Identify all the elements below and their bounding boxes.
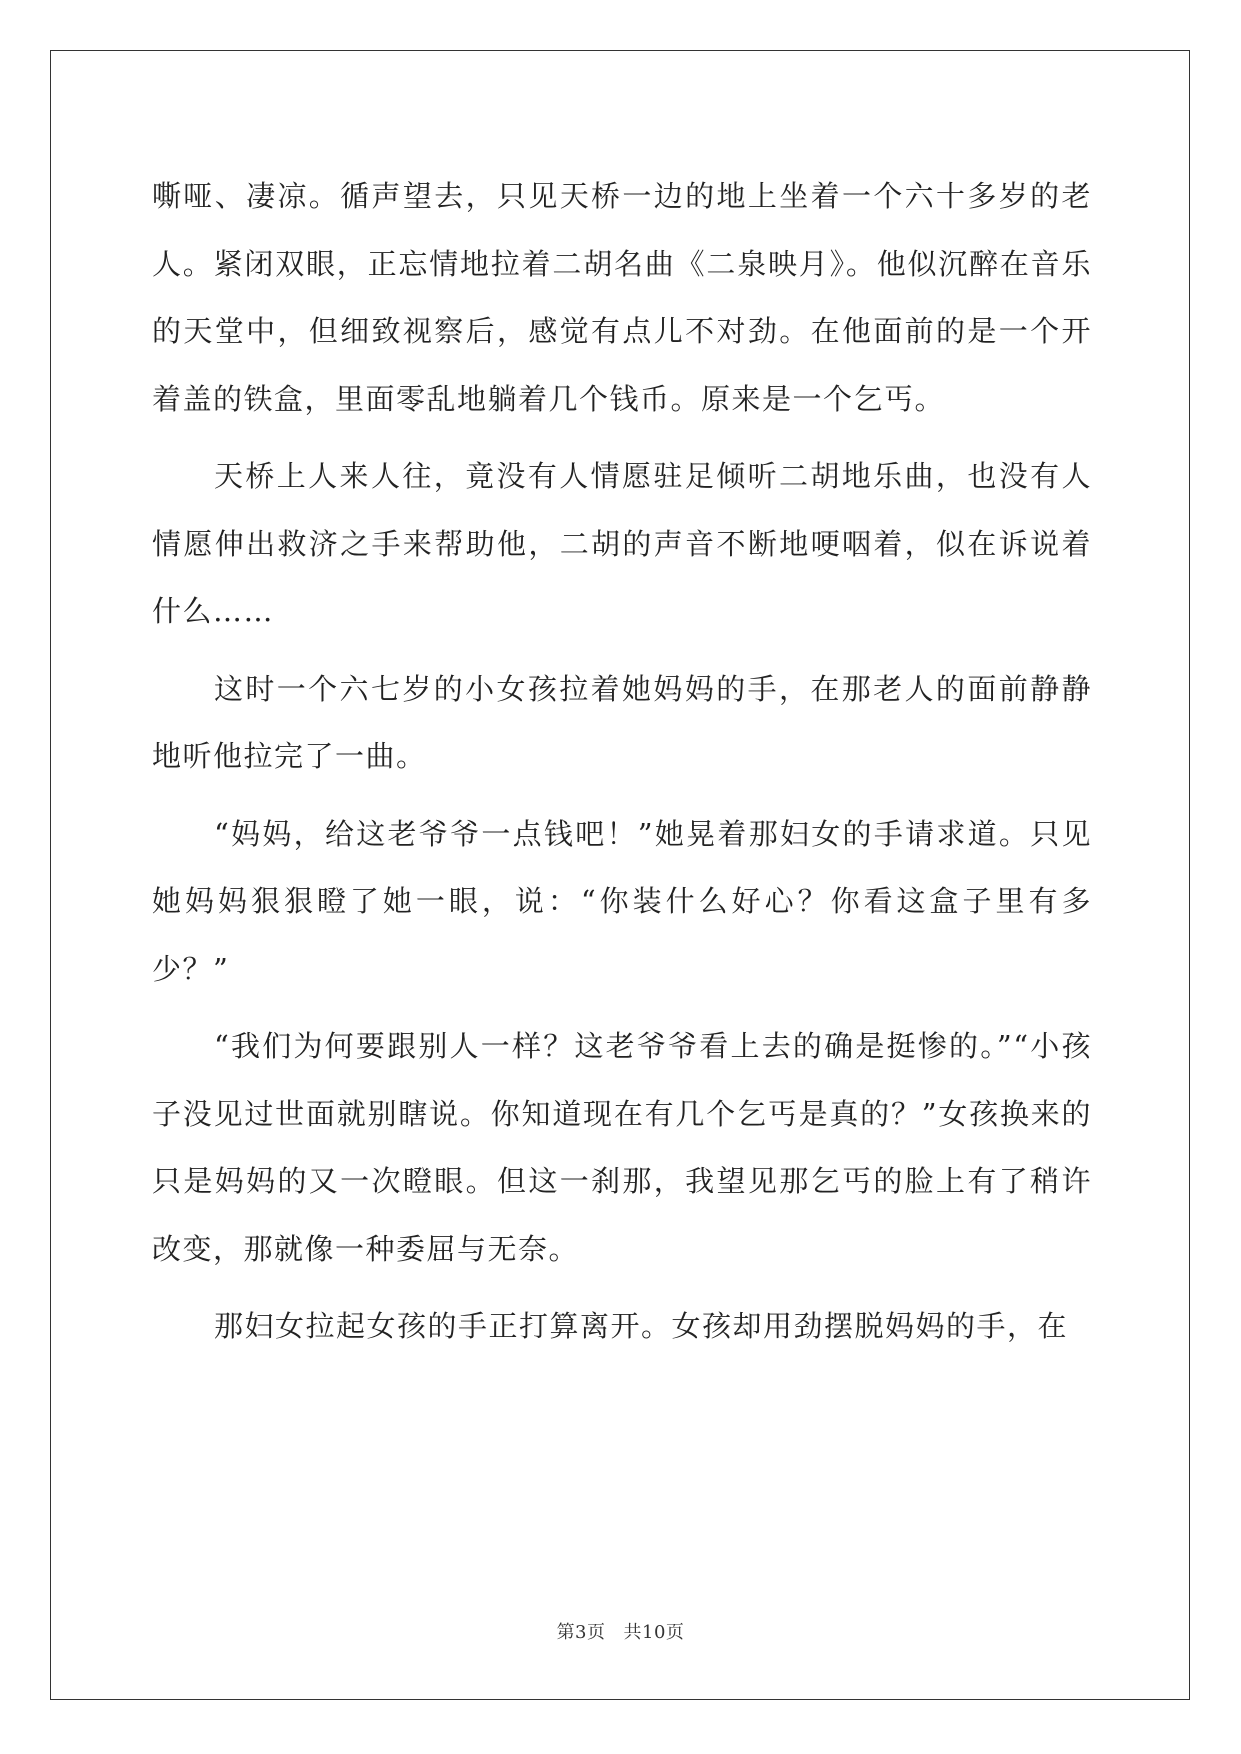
paragraph: “妈妈，给这老爷爷一点钱吧！”她晃着那妇女的手请求道。只见她妈妈狠狠瞪了她一眼，说：“你装什么好心？你看这盒子里有多少？” [152,816,1092,986]
page-number: 第3页 [556,1622,606,1643]
page-total: 共10页 [623,1622,685,1643]
paragraph: 天桥上人来人往，竟没有人情愿驻足倾听二胡地乐曲，也没有人情愿伸出救济之手来帮助他，二胡的声音不断地哽咽着，似在诉说着什么…… [152,459,1092,628]
paragraph: “我们为何要跟别人一样？这老爷爷看上去的确是挺惨的。”“小孩子没见过世面就别瞎说。你知道现在有几个乞丐是真的？”女孩换来的只是妈妈的又一次瞪眼。但这一刹那，我望见那乞丐的脸上有了稍许改变，那就像一种委屈与无奈。 [152,1029,1092,1266]
page-footer [0,1618,1241,1644]
document-body [152,163,1092,1361]
paragraph: 这时一个六七岁的小女孩拉着她妈妈的手，在那老人的面前静静地听他拉完了一曲。 [152,671,1092,773]
paragraph: 嘶哑、凄凉。循声望去，只见天桥一边的地上坐着一个六十多岁的老人。紧闭双眼，正忘情地拉着二胡名曲《二泉映月》。他似沉醉在音乐的天堂中，但细致视察后，感觉有点儿不对劲。在他面前的是一个开着盖的铁盒，里面零乱地躺着几个钱币。原来是一个乞丐。 [152,179,1092,416]
paragraph: 那妇女拉起女孩的手正打算离开。女孩却用劲摆脱妈妈的手，在 [214,1309,1069,1343]
